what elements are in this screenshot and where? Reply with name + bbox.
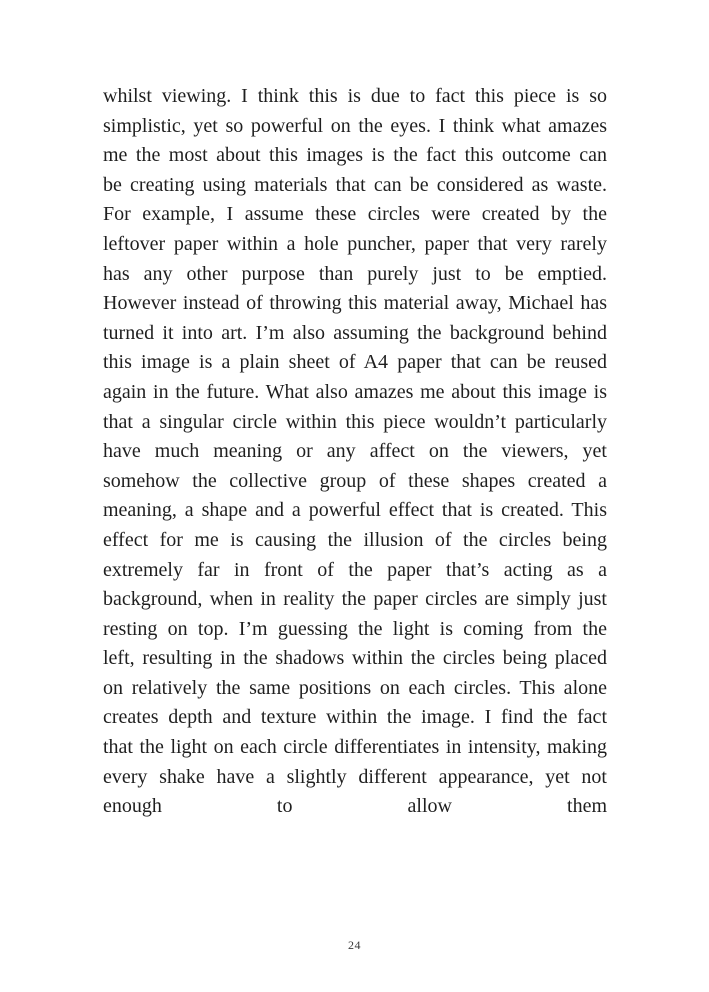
- page-number: 24: [348, 938, 361, 952]
- page-text: whilst viewing. I think this is due to fact this piece is so simplistic, yet so powerful on the eyes. I think what amazes me the most about this images is the fact this outcome can be creating using materials that can be considered as waste. For example, I assume these circles were created by the leftover paper within a hole puncher, paper that very rarely has any other purpose than purely just to be emptied. However instead of throwing this material away, Michael has turned it into art. I’m also assuming the background behind this image is a plain sheet of A4 paper that can be reused again in the future. What also amazes me about this image is that a singular circle within this piece wouldn’t particularly have much meaning or any affect on the viewers, yet somehow the collective group of these shapes created a meaning, a shape and a powerful effect that is created. This effect for me is causing the illusion of the circles being extremely far in front of the paper that’s acting as a background, when in reality the paper circles are simply just resting on top. I’m guessing the light is coming from the left, resulting in the shadows within the circles being placed on relatively the same positions on each circles. This alone creates depth and texture within the image. I find the fact that the light on each circle differentiates in intensity, making every shake have a slightly different appearance, yet not enough to allow them: [103, 85, 607, 818]
